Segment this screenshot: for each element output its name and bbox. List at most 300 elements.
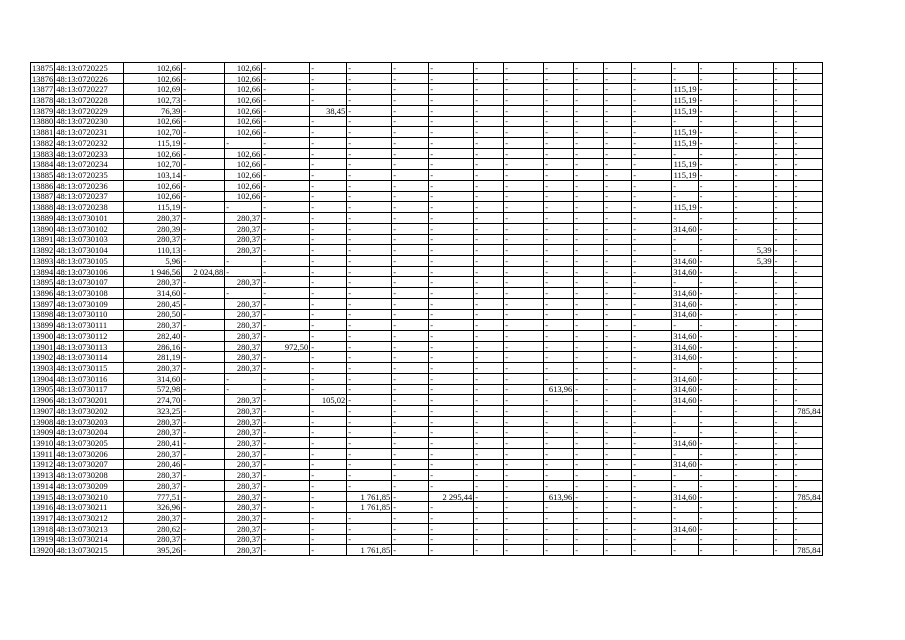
value-cell: - <box>698 73 733 84</box>
value-cell: - <box>182 234 225 245</box>
value-cell: - <box>504 416 544 427</box>
value-cell: - <box>632 95 672 106</box>
value-cell: - <box>773 448 793 459</box>
value-cell: - <box>429 63 474 74</box>
value-cell: - <box>225 138 262 149</box>
value-cell: - <box>182 459 225 470</box>
cadastral-number-cell: 48:13:0730212 <box>55 513 124 524</box>
value-cell: 314,60 <box>673 266 697 277</box>
value-cell: 280,46 <box>124 459 182 470</box>
value-cell: - <box>773 255 793 266</box>
value-cell: - <box>672 180 698 191</box>
value-cell: 280,37 <box>124 513 182 524</box>
value-cell: - <box>347 73 392 84</box>
value-cell: - <box>698 481 733 492</box>
value-cell: - <box>544 234 574 245</box>
cadastral-number-cell: 48:13:0720234 <box>55 159 124 170</box>
value-cell: - <box>347 373 392 384</box>
value-cell: - <box>392 234 429 245</box>
row-number-cell: 13907 <box>32 405 54 416</box>
value-cell: - <box>182 159 225 170</box>
value-cell: - <box>392 95 429 106</box>
value-cell: 102,66 <box>124 116 182 127</box>
value-cell: 326,96 <box>124 502 182 513</box>
value-cell: - <box>632 438 672 449</box>
value-cell: - <box>310 363 347 374</box>
value-cell: 280,37 <box>124 416 182 427</box>
cadastral-number-cell: 48:13:0730109 <box>55 298 124 309</box>
value-cell: - <box>262 523 310 534</box>
value-cell: - <box>793 427 822 438</box>
value-cell: - <box>632 73 672 84</box>
value-cell: - <box>574 170 604 181</box>
value-cell: 280,37 <box>225 534 262 545</box>
value-cell: 102,66 <box>225 73 262 84</box>
value-cell: - <box>544 116 574 127</box>
value-cell: - <box>672 234 698 245</box>
value-cell: - <box>474 320 504 331</box>
value-cell: - <box>474 170 504 181</box>
value-cell: - <box>793 523 822 534</box>
value-cell: 282,40 <box>124 330 182 341</box>
row-number-cell: 13906 <box>32 395 54 406</box>
value-cell: 5,39 <box>733 255 773 266</box>
cadastral-number-cell: 48:13:0730103 <box>55 234 124 245</box>
value-cell: - <box>262 213 310 224</box>
value-cell: - <box>793 255 822 266</box>
value-cell: 314,60 <box>673 309 697 320</box>
value-cell: - <box>733 84 773 95</box>
value-cell: - <box>793 223 822 234</box>
value-cell: - <box>310 298 347 309</box>
value-cell: - <box>698 138 733 149</box>
value-cell: - <box>733 427 773 438</box>
value-cell: - <box>604 213 632 224</box>
value-cell: - <box>698 266 733 277</box>
row-number-cell: 13882 <box>32 137 54 148</box>
value-cell: - <box>392 170 429 181</box>
table-row <box>31 363 823 374</box>
value-cell: - <box>429 159 474 170</box>
table-row <box>31 148 823 159</box>
value-cell: - <box>262 127 310 138</box>
value-cell: - <box>504 448 544 459</box>
value-cell: - <box>793 127 822 138</box>
value-cell: 280,37 <box>225 491 262 502</box>
value-cell: 2 024,88 <box>182 266 225 277</box>
value-cell: - <box>392 159 429 170</box>
value-cell: - <box>672 213 698 224</box>
value-cell: - <box>392 513 429 524</box>
cadastral-number-cell: 48:13:0730114 <box>55 352 124 363</box>
value-cell: - <box>544 320 574 331</box>
value-cell: - <box>773 277 793 288</box>
value-cell: - <box>182 373 225 384</box>
value-cell: - <box>182 245 225 256</box>
value-cell: - <box>474 234 504 245</box>
value-cell: - <box>310 202 347 213</box>
value-cell: - <box>574 395 604 406</box>
cadastral-number-cell: 48:13:0730204 <box>55 427 124 438</box>
table-row <box>31 180 823 191</box>
value-cell: - <box>310 470 347 481</box>
value-cell: 115,19 <box>673 127 697 138</box>
value-cell: - <box>773 384 793 395</box>
value-cell: - <box>429 481 474 492</box>
value-cell: - <box>544 352 574 363</box>
value-cell: - <box>429 502 474 513</box>
value-cell: - <box>793 213 822 224</box>
value-cell: - <box>544 395 574 406</box>
value-cell: - <box>632 277 672 288</box>
value-cell: - <box>604 545 632 556</box>
row-number-cell: 13878 <box>32 95 54 106</box>
value-cell: - <box>733 73 773 84</box>
value-cell: - <box>310 170 347 181</box>
value-cell: - <box>544 223 574 234</box>
value-cell: - <box>698 491 733 502</box>
value-cell: - <box>544 105 574 116</box>
value-cell: - <box>429 438 474 449</box>
value-cell: - <box>544 523 574 534</box>
row-number-cell: 13919 <box>32 534 54 545</box>
row-number-cell: 13903 <box>32 362 54 373</box>
value-cell: - <box>347 320 392 331</box>
table-row <box>31 170 823 181</box>
value-cell: - <box>733 116 773 127</box>
value-cell: - <box>310 341 347 352</box>
value-cell: - <box>182 384 225 395</box>
value-cell: - <box>604 191 632 202</box>
value-cell: - <box>392 406 429 417</box>
value-cell: - <box>698 330 733 341</box>
value-cell: - <box>672 416 698 427</box>
value-cell: - <box>182 448 225 459</box>
value-cell: - <box>604 470 632 481</box>
value-cell: - <box>632 148 672 159</box>
value-cell: 115,19 <box>124 138 182 149</box>
value-cell: 115,19 <box>673 105 697 116</box>
value-cell: - <box>574 180 604 191</box>
value-cell: - <box>733 320 773 331</box>
value-cell: 280,37 <box>124 213 182 224</box>
value-cell: - <box>632 180 672 191</box>
value-cell: - <box>632 245 672 256</box>
value-cell: 314,60 <box>124 288 182 299</box>
value-cell: - <box>544 373 574 384</box>
row-number-cell: 13881 <box>32 127 54 138</box>
value-cell: - <box>310 127 347 138</box>
value-cell: - <box>733 105 773 116</box>
value-cell: - <box>429 73 474 84</box>
value-cell: - <box>392 523 429 534</box>
cadastral-number-cell: 48:13:0730206 <box>55 448 124 459</box>
value-cell: - <box>310 481 347 492</box>
value-cell: - <box>733 148 773 159</box>
value-cell: - <box>182 352 225 363</box>
value-cell: - <box>544 427 574 438</box>
value-cell: - <box>347 470 392 481</box>
value-cell: - <box>574 459 604 470</box>
value-cell: - <box>604 481 632 492</box>
value-cell: - <box>182 63 225 74</box>
value-cell: - <box>698 448 733 459</box>
value-cell: - <box>793 63 822 74</box>
value-cell: - <box>773 288 793 299</box>
value-cell: - <box>544 127 574 138</box>
value-cell: - <box>392 116 429 127</box>
value-cell: - <box>392 191 429 202</box>
value-cell: - <box>474 298 504 309</box>
value-cell: - <box>632 309 672 320</box>
value-cell: - <box>429 427 474 438</box>
value-cell: - <box>310 245 347 256</box>
value-cell: - <box>347 438 392 449</box>
value-cell: - <box>429 384 474 395</box>
value-cell: - <box>310 491 347 502</box>
value-cell: - <box>773 266 793 277</box>
value-cell: - <box>310 148 347 159</box>
value-cell: - <box>604 63 632 74</box>
value-cell: - <box>698 395 733 406</box>
value-cell: - <box>604 159 632 170</box>
value-cell: 280,41 <box>124 438 182 449</box>
value-cell: - <box>474 491 504 502</box>
cadastral-number-cell: 48:13:0730112 <box>55 330 124 341</box>
value-cell: - <box>793 170 822 181</box>
value-cell: - <box>773 148 793 159</box>
value-cell: - <box>632 116 672 127</box>
value-cell: - <box>262 459 310 470</box>
value-cell: - <box>310 406 347 417</box>
value-cell: - <box>310 330 347 341</box>
value-cell: - <box>632 223 672 234</box>
value-cell: - <box>347 180 392 191</box>
value-cell: - <box>310 309 347 320</box>
value-cell: 280,39 <box>124 223 182 234</box>
value-cell: - <box>672 63 698 74</box>
value-cell: - <box>773 309 793 320</box>
value-cell: - <box>733 288 773 299</box>
value-cell: 280,37 <box>225 545 262 556</box>
value-cell: - <box>604 502 632 513</box>
value-cell: 280,37 <box>225 416 262 427</box>
value-cell: - <box>773 459 793 470</box>
value-cell: - <box>773 545 793 556</box>
value-cell: - <box>429 330 474 341</box>
value-cell: 572,98 <box>124 384 182 395</box>
value-cell: - <box>793 84 822 95</box>
value-cell: - <box>632 266 672 277</box>
value-cell: - <box>310 384 347 395</box>
value-cell: - <box>773 213 793 224</box>
value-cell: - <box>632 341 672 352</box>
value-cell: - <box>733 470 773 481</box>
value-cell: 280,37 <box>225 309 262 320</box>
value-cell: - <box>347 448 392 459</box>
value-cell: - <box>604 459 632 470</box>
value-cell: - <box>544 438 574 449</box>
value-cell: 115,19 <box>124 202 182 213</box>
table-row <box>31 277 823 288</box>
value-cell: - <box>474 138 504 149</box>
value-cell: - <box>474 459 504 470</box>
value-cell: - <box>733 234 773 245</box>
value-cell: - <box>604 427 632 438</box>
value-cell: - <box>474 95 504 106</box>
value-cell: - <box>474 255 504 266</box>
value-cell: - <box>392 448 429 459</box>
value-cell: - <box>574 330 604 341</box>
value-cell: 785,84 <box>793 491 822 502</box>
value-cell: - <box>262 148 310 159</box>
value-cell: - <box>310 63 347 74</box>
table-row <box>31 438 823 449</box>
table-row <box>31 341 823 352</box>
value-cell: - <box>773 416 793 427</box>
value-cell: - <box>632 534 672 545</box>
value-cell: - <box>604 363 632 374</box>
value-cell: 314,60 <box>673 255 697 266</box>
cadastral-number-cell: 48:13:0720231 <box>55 127 124 138</box>
value-cell: - <box>733 138 773 149</box>
value-cell: - <box>773 170 793 181</box>
table-row <box>31 406 823 417</box>
value-cell: - <box>793 277 822 288</box>
value-cell: - <box>429 245 474 256</box>
value-cell: 280,37 <box>225 320 262 331</box>
value-cell: - <box>574 373 604 384</box>
value-cell: - <box>773 341 793 352</box>
value-cell: - <box>262 288 310 299</box>
value-cell: - <box>604 438 632 449</box>
table-row <box>31 513 823 524</box>
value-cell: - <box>262 95 310 106</box>
value-cell: - <box>793 234 822 245</box>
value-cell: - <box>474 513 504 524</box>
value-cell: - <box>182 148 225 159</box>
value-cell: 314,60 <box>673 459 697 470</box>
value-cell: - <box>773 73 793 84</box>
value-cell: - <box>574 341 604 352</box>
value-cell: 102,66 <box>225 180 262 191</box>
value-cell: - <box>574 491 604 502</box>
value-cell: 314,60 <box>673 223 697 234</box>
value-cell: - <box>392 138 429 149</box>
value-cell: - <box>773 191 793 202</box>
row-number-cell: 13884 <box>32 159 54 170</box>
value-cell: - <box>672 502 698 513</box>
table-row <box>31 320 823 331</box>
value-cell: - <box>672 73 698 84</box>
value-cell: - <box>262 277 310 288</box>
value-cell: - <box>793 191 822 202</box>
value-cell: - <box>182 170 225 181</box>
value-cell: - <box>544 73 574 84</box>
value-cell: - <box>474 202 504 213</box>
value-cell: - <box>773 320 793 331</box>
value-cell: 280,37 <box>225 406 262 417</box>
value-cell: - <box>262 373 310 384</box>
value-cell: - <box>392 63 429 74</box>
value-cell: - <box>574 116 604 127</box>
value-cell: - <box>544 309 574 320</box>
cadastral-number-cell: 48:13:0730208 <box>55 470 124 481</box>
value-cell: - <box>504 427 544 438</box>
cadastral-number-cell: 48:13:0720233 <box>55 148 124 159</box>
value-cell: - <box>793 266 822 277</box>
value-cell: - <box>773 523 793 534</box>
value-cell: 280,37 <box>225 438 262 449</box>
value-cell: - <box>310 255 347 266</box>
value-cell: - <box>392 395 429 406</box>
value-cell: - <box>429 277 474 288</box>
value-cell: 314,60 <box>673 491 697 502</box>
value-cell: - <box>504 159 544 170</box>
value-cell: - <box>504 223 544 234</box>
value-cell: 314,60 <box>673 287 697 298</box>
value-cell: - <box>544 470 574 481</box>
value-cell: - <box>182 523 225 534</box>
value-cell: - <box>262 470 310 481</box>
value-cell: - <box>733 213 773 224</box>
value-cell: - <box>698 159 733 170</box>
row-number-cell: 13887 <box>32 191 54 202</box>
value-cell: - <box>504 73 544 84</box>
cadastral-number-cell: 48:13:0730105 <box>55 255 124 266</box>
table-body <box>31 63 823 556</box>
value-cell: 280,37 <box>225 470 262 481</box>
value-cell: 280,37 <box>225 234 262 245</box>
value-cell: - <box>474 73 504 84</box>
row-number-cell: 13917 <box>32 513 54 524</box>
cadastral-number-cell: 48:13:0730115 <box>55 363 124 374</box>
value-cell: - <box>698 384 733 395</box>
value-cell: 115,19 <box>673 159 697 170</box>
value-cell: - <box>504 245 544 256</box>
value-cell: 102,66 <box>225 84 262 95</box>
value-cell: - <box>574 245 604 256</box>
value-cell: - <box>574 148 604 159</box>
table-row <box>31 63 823 74</box>
value-cell: - <box>474 416 504 427</box>
value-cell: - <box>347 298 392 309</box>
value-cell: - <box>429 180 474 191</box>
value-cell: - <box>544 202 574 213</box>
value-cell: 314,60 <box>673 395 697 406</box>
value-cell: - <box>733 491 773 502</box>
value-cell: - <box>225 288 262 299</box>
value-cell: 105,02 <box>310 395 347 406</box>
value-cell: 280,37 <box>124 448 182 459</box>
value-cell: 280,62 <box>124 523 182 534</box>
value-cell: 280,37 <box>225 481 262 492</box>
value-cell: - <box>773 438 793 449</box>
value-cell: - <box>182 180 225 191</box>
value-cell: - <box>392 148 429 159</box>
value-cell: - <box>347 341 392 352</box>
value-cell: - <box>347 330 392 341</box>
value-cell: - <box>733 223 773 234</box>
value-cell: - <box>574 105 604 116</box>
value-cell: - <box>574 191 604 202</box>
value-cell: - <box>310 427 347 438</box>
value-cell: - <box>733 363 773 374</box>
value-cell: - <box>347 63 392 74</box>
cadastral-number-cell: 48:13:0730203 <box>55 416 124 427</box>
value-cell: - <box>310 84 347 95</box>
value-cell: - <box>544 513 574 524</box>
